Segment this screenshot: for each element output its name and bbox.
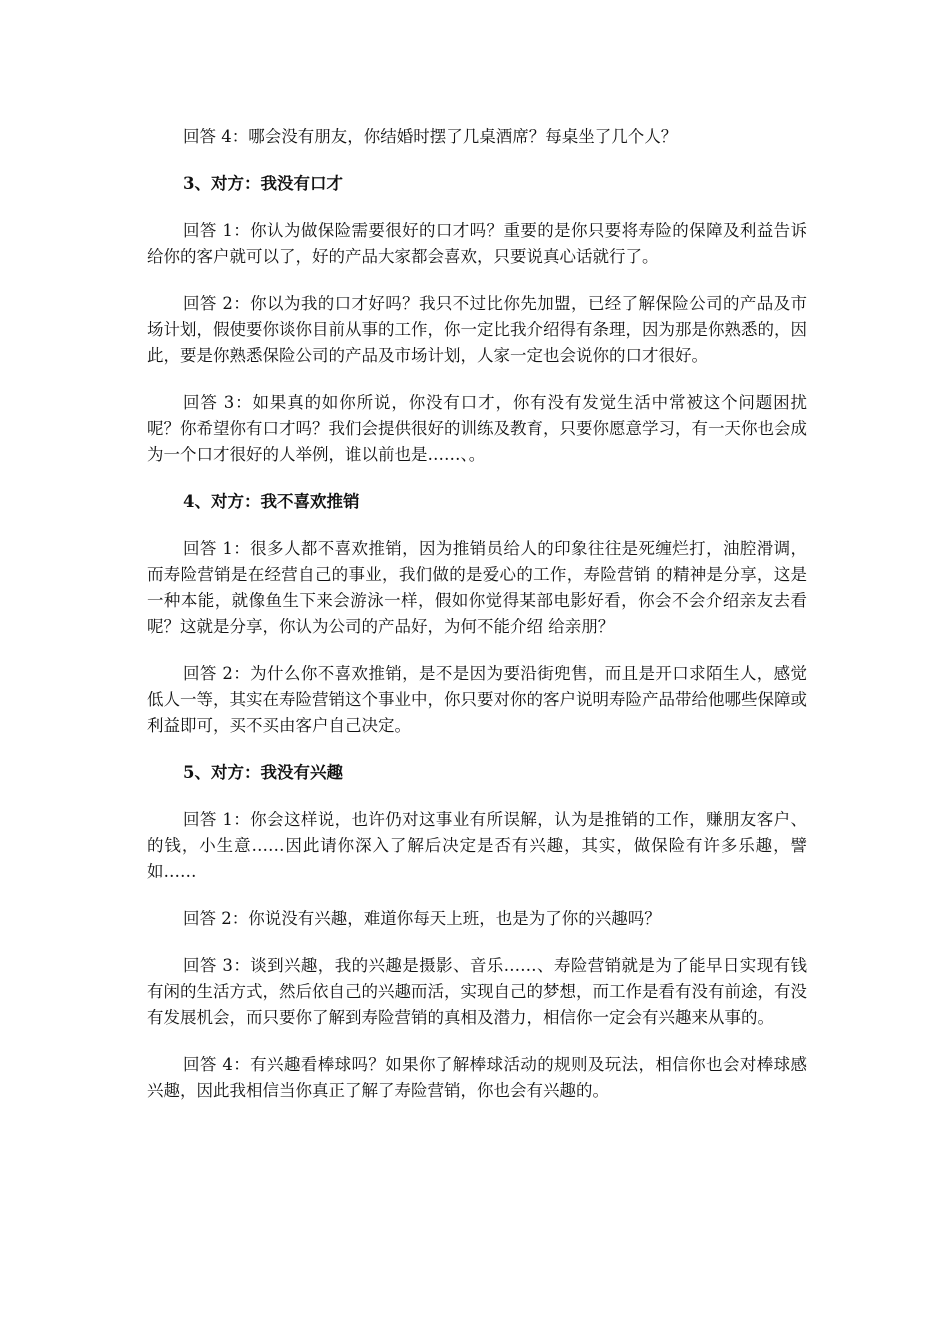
paragraph-eloquence-answer-3: 回答 3：如果真的如你所说，你没有口才，你有没有发觉生活中常被这个问题困扰呢？你希望你有口才吗？我们会提供很好的训练及教育，只要你愿意学习，有一天你也会成为一个口才很好的人举例，谁以前也是……、。 (147, 393, 807, 464)
paragraph-selling-answer-1: 回答 1：很多人都不喜欢推销，因为推销员给人的印象往往是死缠烂打，油腔滑调，而寿险营销是在经营自己的事业，我们做的是爱心的工作，寿险营销 的精神是分享，这是一种本能，就像鱼生下来会游泳一样，假如你觉得某部电影好看，你会不会介绍亲友去看呢？这就是分享，你认为公司的产品好，为何不能介绍 给亲朋？ (147, 539, 807, 636)
paragraph-interest-answer-1: 回答 1：你会这样说，也许仍对这事业有所误解，认为是推销的工作，赚朋友客户、的钱，小生意……因此请你深入了解后决定是否有兴趣，其实，做保险有许多乐趣，譬如…… (147, 810, 807, 881)
document-body (147, 124, 807, 1125)
paragraph-interest-answer-4: 回答 4：有兴趣看棒球吗？如果你了解棒球活动的规则及玩法，相信你也会对棒球感兴趣，因此我相信当你真正了解了寿险营销，你也会有兴趣的。 (147, 1055, 807, 1100)
paragraph-eloquence-answer-2: 回答 2：你以为我的口才好吗？我只不过比你先加盟，已经了解保险公司的产品及市场计划，假使要你谈你目前从事的工作，你一定比我介绍得有条理，因为那是你熟悉的，因此，要是你熟悉保险公司的产品及市场计划，人家一定也会说你的口才很好。 (147, 294, 807, 365)
heading-no-interest: 5、对方：我没有兴趣 (183, 763, 343, 782)
paragraph-selling-answer-2: 回答 2：为什么你不喜欢推销，是不是因为要沿街兜售，而且是开口求陌生人，感觉低人一等，其实在寿险营销这个事业中，你只要对你的客户说明寿险产品带给他哪些保障或利益即可，买不买由客户自己决定。 (147, 664, 807, 735)
heading-dislike-selling: 4、对方：我不喜欢推销 (183, 492, 360, 511)
paragraph-interest-answer-3: 回答 3：谈到兴趣，我的兴趣是摄影、音乐……、寿险营销就是为了能早日实现有钱有闲的生活方式，然后依自己的兴趣而活，实现自己的梦想，而工作是看有没有前途，有没有发展机会，而只要你了解到寿险营销的真相及潜力，相信你一定会有兴趣来从事的。 (147, 956, 807, 1027)
paragraph-eloquence-answer-1: 回答 1：你认为做保险需要很好的口才吗？重要的是你只要将寿险的保障及利益告诉给你的客户就可以了，好的产品大家都会喜欢，只要说真心话就行了。 (147, 221, 807, 266)
paragraph-answer-4-friends: 回答 4：哪会没有朋友，你结婚时摆了几桌酒席？每桌坐了几个人？ (183, 127, 678, 146)
paragraph-interest-answer-2: 回答 2：你说没有兴趣，难道你每天上班，也是为了你的兴趣吗？ (183, 909, 661, 928)
heading-no-eloquence: 3、对方：我没有口才 (183, 174, 343, 193)
